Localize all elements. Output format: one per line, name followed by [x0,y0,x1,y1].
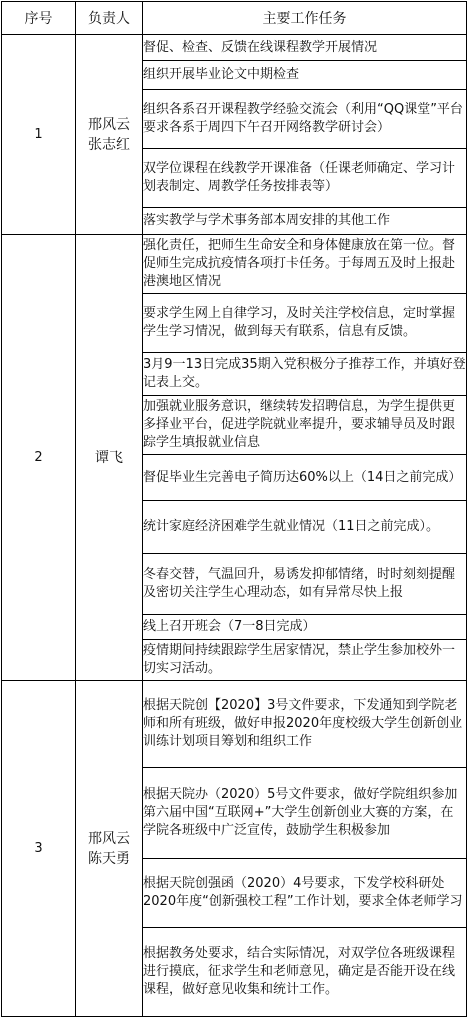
task-table [1,1,467,1017]
header-seq: 序号 [2,2,76,35]
table-row [2,235,467,294]
owner-name: 张志红 [88,136,130,153]
task-cell: 督促毕业生完善电子简历达60%以上（14日之前完成） [143,455,467,501]
task-cell: 双学位课程在线教学开课准备（任课老师确定、学习计划表制定、周教学任务按排表等） [143,149,467,208]
owner-name: 陈天勇 [88,850,130,867]
task-cell: 冬春交替，气温回升，易诱发抑郁情绪，时时刻刻提醒及密切关注学生心理动态，如有异常尽快上报 [143,554,467,615]
seq-cell: 2 [2,235,76,681]
owner-name: 邢风云 [88,830,130,847]
task-cell: 根据教务处要求，结合实际情况，对双学位各班级课程进行摸底，征求学生和老师意见，确定是否能开设在线课程，做好意见收集和统计工作。 [143,928,467,1017]
task-cell: 根据天院创【2020】3号文件要求，下发通知到学院老师和所有班级，做好申报2020年度校级大学生创新创业训练计划项目筹划和组织工作 [143,681,467,768]
owner-cell [76,235,143,681]
task-cell: 加强就业服务意识，继续转发招聘信息，为学生提供更多择业平台，促进学院就业率提升，要求辅导员及时跟踪学生填报就业信息 [143,396,467,455]
task-cell: 线上召开班会（7一8日完成） [143,615,467,640]
task-cell: 根据天院办（2020）5号文件要求，做好学院组织参加第六届中国“互联网+”大学生创新创业大赛的方案，在学院各班级中广泛宣传，鼓励学生积极参加 [143,768,467,859]
task-cell: 强化责任，把师生生命安全和身体健康放在第一位。督促师生完成抗疫情各项打卡任务。于每周五及时上报赴港澳地区情况 [143,235,467,294]
table-row [2,35,467,61]
table-row [2,681,467,768]
owner-name: 谭飞 [95,449,123,466]
task-cell: 要求学生网上自律学习，及时关注学校信息，定时掌握学生学习情况，做到每天有联系，信息有反馈。 [143,294,467,353]
task-cell: 疫情期间持续跟踪学生居家情况，禁止学生参加校外一切实习活动。 [143,640,467,681]
seq-cell: 3 [2,681,76,1017]
task-cell: 统计家庭经济困难学生就业情况（11日之前完成）。 [143,501,467,554]
owner-name: 邢风云 [88,116,130,133]
header-row [2,2,467,35]
header-tasks: 主要工作任务 [143,2,467,35]
task-cell: 督促、检查、反馈在线课程教学开展情况 [143,35,467,61]
seq-cell: 1 [2,35,76,235]
task-cell: 落实教学与学术事务部本周安排的其他工作 [143,208,467,235]
owner-cell [76,35,143,235]
task-cell: 根据天院创强函（2020）4号要求，下发学校科研处2020年度“创新强校工程”工作计划，要求全体老师学习 [143,859,467,928]
task-cell: 组织开展毕业论文中期检查 [143,61,467,90]
task-cell: 3月9一13日完成35期入党积极分子推荐工作，并填好登记表上交。 [143,353,467,396]
task-cell: 组织各系召开课程教学经验交流会（利用“QQ课堂”平台要求各系于周四下午召开网络教学研讨会） [143,90,467,149]
owner-cell [76,681,143,1017]
header-owner: 负责人 [76,2,143,35]
